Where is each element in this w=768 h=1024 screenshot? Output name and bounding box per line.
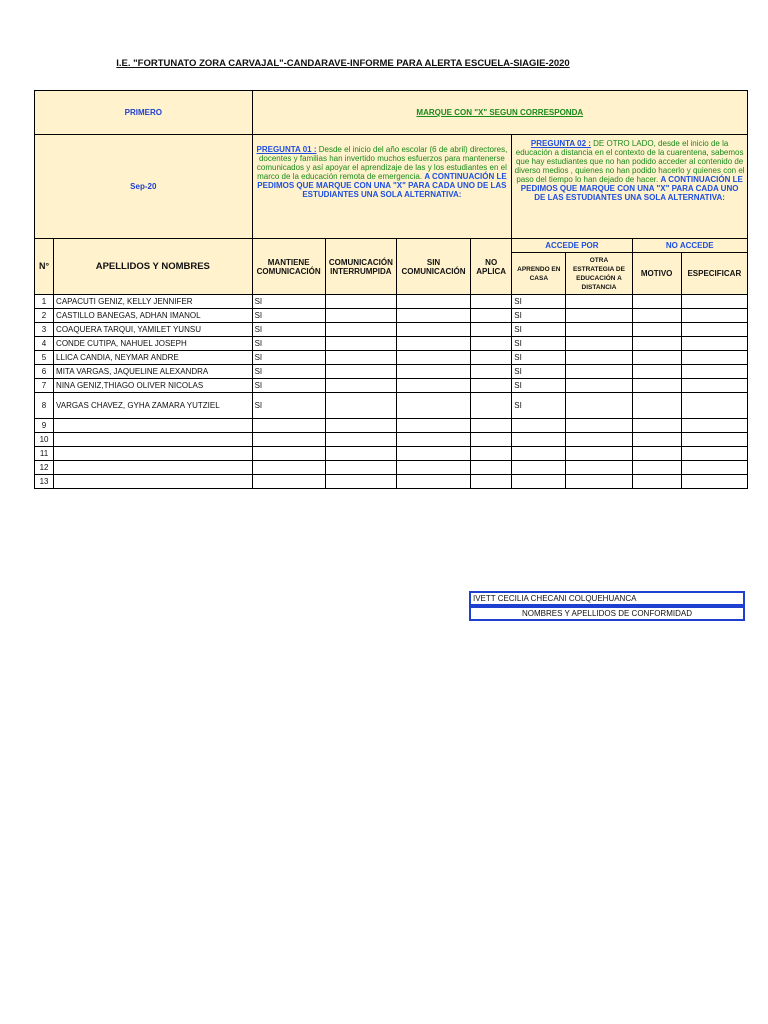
- cell-aprendo[interactable]: [512, 461, 566, 475]
- header-interrumpida: COMUNICACIÓN INTERRUMPIDA: [325, 239, 396, 295]
- student-name[interactable]: [54, 447, 253, 461]
- cell-interrumpida[interactable]: [325, 309, 396, 323]
- row-number[interactable]: 3: [35, 323, 54, 337]
- row-number[interactable]: 8: [35, 393, 54, 419]
- cell-otra[interactable]: [566, 323, 632, 337]
- row-number[interactable]: 9: [35, 419, 54, 433]
- cell-aprendo[interactable]: SI: [512, 295, 566, 309]
- question-02-label: PREGUNTA 02 :: [530, 139, 591, 148]
- cell-no-aplica[interactable]: [471, 475, 512, 489]
- cell-no-aplica[interactable]: [471, 447, 512, 461]
- row-number[interactable]: 4: [35, 337, 54, 351]
- cell-especificar[interactable]: [681, 461, 747, 475]
- header-sin: SIN COMUNICACIÓN: [396, 239, 470, 295]
- cell-interrumpida[interactable]: [325, 365, 396, 379]
- student-name[interactable]: MITA VARGAS, JAQUELINE ALEXANDRA: [54, 365, 253, 379]
- cell-especificar[interactable]: [681, 295, 747, 309]
- header-no-accede: NO ACCEDE: [632, 239, 747, 253]
- student-name[interactable]: [54, 433, 253, 447]
- cell-mantiene[interactable]: SI: [252, 379, 325, 393]
- cell-especificar[interactable]: [681, 379, 747, 393]
- cell-especificar[interactable]: [681, 351, 747, 365]
- table-row: [35, 393, 748, 419]
- cell-sin[interactable]: [396, 365, 470, 379]
- cell-otra[interactable]: [566, 433, 632, 447]
- cell-sin[interactable]: [396, 379, 470, 393]
- cell-sin[interactable]: [396, 295, 470, 309]
- cell-motivo[interactable]: [632, 475, 681, 489]
- cell-mantiene[interactable]: [252, 461, 325, 475]
- cell-no-aplica[interactable]: [471, 365, 512, 379]
- table-row: [35, 379, 748, 393]
- cell-mantiene[interactable]: SI: [252, 365, 325, 379]
- header-otra: OTRA ESTRATEGIA DE EDUCACIÓN A DISTANCIA: [566, 253, 632, 295]
- header-accede-por: ACCEDE POR: [512, 239, 632, 253]
- cell-no-aplica[interactable]: [471, 351, 512, 365]
- cell-interrumpida[interactable]: [325, 393, 396, 419]
- cell-motivo[interactable]: [632, 337, 681, 351]
- cell-interrumpida[interactable]: [325, 351, 396, 365]
- cell-especificar[interactable]: [681, 447, 747, 461]
- cell-motivo[interactable]: [632, 393, 681, 419]
- cell-aprendo[interactable]: SI: [512, 365, 566, 379]
- row-number[interactable]: 10: [35, 433, 54, 447]
- table-row: [35, 461, 748, 475]
- cell-mantiene[interactable]: [252, 475, 325, 489]
- header-mantiene: MANTIENE COMUNICACIÓN: [252, 239, 325, 295]
- cell-otra[interactable]: [566, 447, 632, 461]
- cell-interrumpida[interactable]: [325, 419, 396, 433]
- table-row: [35, 433, 748, 447]
- cell-aprendo[interactable]: [512, 447, 566, 461]
- cell-no-aplica[interactable]: [471, 295, 512, 309]
- row-number[interactable]: 2: [35, 309, 54, 323]
- cell-otra[interactable]: [566, 351, 632, 365]
- cell-otra[interactable]: [566, 337, 632, 351]
- cell-no-aplica[interactable]: [471, 379, 512, 393]
- row-number[interactable]: 13: [35, 475, 54, 489]
- cell-no-aplica[interactable]: [471, 461, 512, 475]
- cell-mantiene[interactable]: SI: [252, 393, 325, 419]
- cell-motivo[interactable]: [632, 379, 681, 393]
- cell-mantiene[interactable]: SI: [252, 295, 325, 309]
- cell-motivo[interactable]: [632, 365, 681, 379]
- cell-motivo[interactable]: [632, 323, 681, 337]
- cell-motivo[interactable]: [632, 433, 681, 447]
- header-aprendo: APRENDO EN CASA: [512, 253, 566, 295]
- cell-sin[interactable]: [396, 461, 470, 475]
- cell-especificar[interactable]: [681, 323, 747, 337]
- cell-especificar[interactable]: [681, 419, 747, 433]
- student-name[interactable]: [54, 461, 253, 475]
- student-name[interactable]: CAPACUTI GENIZ, KELLY JENNIFER: [54, 295, 253, 309]
- cell-mantiene[interactable]: SI: [252, 323, 325, 337]
- student-name[interactable]: VARGAS CHAVEZ, GYHA ZAMARA YUTZIEL: [54, 393, 253, 419]
- cell-no-aplica[interactable]: [471, 433, 512, 447]
- table-row: [35, 309, 748, 323]
- table-row: [35, 323, 748, 337]
- cell-motivo[interactable]: [632, 295, 681, 309]
- signature-caption: NOMBRES Y APELLIDOS DE CONFORMIDAD: [469, 606, 745, 621]
- question-01-ask: A CONTINUACIÓN LE PEDIMOS QUE MARQUE CON UNA "X" PARA CADA UNO DE LAS ESTUDIANTES UNA SOLA ALTERNATIVA:: [257, 172, 507, 199]
- cell-sin[interactable]: [396, 433, 470, 447]
- question-02-ask: A CONTINUACIÓN LE PEDIMOS QUE MARQUE CON UNA "X" PARA CADA UNO DE LAS ESTUDIANTES UNA SOLA ALTERNATIVA:: [520, 175, 743, 202]
- cell-no-aplica[interactable]: [471, 309, 512, 323]
- cell-otra[interactable]: [566, 393, 632, 419]
- cell-aprendo[interactable]: [512, 433, 566, 447]
- cell-interrumpida[interactable]: [325, 461, 396, 475]
- student-name[interactable]: NINA GENIZ,THIAGO OLIVER NICOLAS: [54, 379, 253, 393]
- header-motivo: MOTIVO: [632, 253, 681, 295]
- cell-aprendo[interactable]: SI: [512, 309, 566, 323]
- student-name[interactable]: CONDE CUTIPA, NAHUEL JOSEPH: [54, 337, 253, 351]
- cell-mantiene[interactable]: SI: [252, 309, 325, 323]
- student-name[interactable]: LLICA CANDIA, NEYMAR ANDRE: [54, 351, 253, 365]
- cell-especificar[interactable]: [681, 393, 747, 419]
- cell-mantiene[interactable]: [252, 433, 325, 447]
- report-table: [34, 90, 748, 489]
- table-row: [35, 295, 748, 309]
- month-label: Sep-20: [35, 135, 253, 239]
- cell-sin[interactable]: [396, 393, 470, 419]
- cell-otra[interactable]: [566, 309, 632, 323]
- cell-mantiene[interactable]: [252, 447, 325, 461]
- cell-otra[interactable]: [566, 379, 632, 393]
- cell-otra[interactable]: [566, 365, 632, 379]
- student-name[interactable]: [54, 419, 253, 433]
- question-01-text: Desde el inicio del año escolar (6 de abril) directores, docentes y familias han invertido muchos esfuerzos para mantenerse comunicados y así apoyar el aprendizaje de las y los estudiantes en el marco de la educación remota de emergencia.: [256, 145, 508, 181]
- question-02: [512, 135, 748, 239]
- cell-sin[interactable]: [396, 419, 470, 433]
- cell-sin[interactable]: [396, 309, 470, 323]
- cell-no-aplica[interactable]: [471, 323, 512, 337]
- cell-mantiene[interactable]: SI: [252, 337, 325, 351]
- header-no-aplica: NO APLICA: [471, 239, 512, 295]
- cell-no-aplica[interactable]: [471, 393, 512, 419]
- cell-motivo[interactable]: [632, 351, 681, 365]
- cell-aprendo[interactable]: SI: [512, 393, 566, 419]
- cell-especificar[interactable]: [681, 475, 747, 489]
- cell-otra[interactable]: [566, 295, 632, 309]
- row-number[interactable]: 11: [35, 447, 54, 461]
- signature-name: IVETT CECILIA CHECANI COLQUEHUANCA: [469, 591, 745, 606]
- header-names: APELLIDOS Y NOMBRES: [54, 239, 253, 295]
- cell-sin[interactable]: [396, 475, 470, 489]
- cell-interrumpida[interactable]: [325, 433, 396, 447]
- cell-mantiene[interactable]: [252, 419, 325, 433]
- cell-no-aplica[interactable]: [471, 419, 512, 433]
- cell-interrumpida[interactable]: [325, 379, 396, 393]
- cell-otra[interactable]: [566, 419, 632, 433]
- cell-otra[interactable]: [566, 475, 632, 489]
- cell-especificar[interactable]: [681, 337, 747, 351]
- table-row: [35, 365, 748, 379]
- student-name[interactable]: COAQUERA TARQUI, YAMILET YUNSU: [54, 323, 253, 337]
- cell-mantiene[interactable]: SI: [252, 351, 325, 365]
- cell-especificar[interactable]: [681, 433, 747, 447]
- row-number[interactable]: 1: [35, 295, 54, 309]
- cell-otra[interactable]: [566, 461, 632, 475]
- cell-aprendo[interactable]: [512, 475, 566, 489]
- instruction-label: MARQUE CON "X" SEGUN CORRESPONDA: [252, 91, 747, 135]
- grade-label: PRIMERO: [35, 91, 253, 135]
- cell-especificar[interactable]: [681, 309, 747, 323]
- cell-interrumpida[interactable]: [325, 475, 396, 489]
- cell-especificar[interactable]: [681, 365, 747, 379]
- row-number[interactable]: 5: [35, 351, 54, 365]
- cell-motivo[interactable]: [632, 447, 681, 461]
- cell-motivo[interactable]: [632, 309, 681, 323]
- row-number[interactable]: 6: [35, 365, 54, 379]
- cell-motivo[interactable]: [632, 419, 681, 433]
- table-row: [35, 419, 748, 433]
- header-num: N°: [35, 239, 54, 295]
- header-especificar: ESPECIFICAR: [681, 253, 747, 295]
- cell-aprendo[interactable]: SI: [512, 337, 566, 351]
- question-01: [252, 135, 512, 239]
- table-row: [35, 337, 748, 351]
- cell-sin[interactable]: [396, 351, 470, 365]
- cell-interrumpida[interactable]: [325, 323, 396, 337]
- question-01-label: PREGUNTA 01 :: [256, 145, 317, 154]
- report-title: I.E. "FORTUNATO ZORA CARVAJAL"-CANDARAVE-INFORME PARA ALERTA ESCUELA-SIAGIE-2020: [116, 58, 570, 69]
- table-row: [35, 351, 748, 365]
- cell-aprendo[interactable]: [512, 419, 566, 433]
- cell-no-aplica[interactable]: [471, 337, 512, 351]
- cell-motivo[interactable]: [632, 461, 681, 475]
- cell-sin[interactable]: [396, 447, 470, 461]
- student-name[interactable]: [54, 475, 253, 489]
- table-row: [35, 447, 748, 461]
- cell-aprendo[interactable]: SI: [512, 379, 566, 393]
- cell-aprendo[interactable]: SI: [512, 351, 566, 365]
- row-number[interactable]: 12: [35, 461, 54, 475]
- row-number[interactable]: 7: [35, 379, 54, 393]
- student-rows: [35, 295, 748, 489]
- cell-interrumpida[interactable]: [325, 337, 396, 351]
- student-name[interactable]: CASTILLO BANEGAS, ADHAN IMANOL: [54, 309, 253, 323]
- question-02-text: DE OTRO LADO, desde el inicio de la educación a distancia en el contexto de la cuarentena, sabemos que hay estudiantes que no han podido acceder al contenido de diverso medios , quienes no han podido hacerlo y quienes con el paso del tiempo lo han dejado de hacer.: [514, 139, 745, 184]
- cell-interrumpida[interactable]: [325, 295, 396, 309]
- cell-sin[interactable]: [396, 323, 470, 337]
- table-row: [35, 475, 748, 489]
- cell-aprendo[interactable]: SI: [512, 323, 566, 337]
- cell-interrumpida[interactable]: [325, 447, 396, 461]
- cell-sin[interactable]: [396, 337, 470, 351]
